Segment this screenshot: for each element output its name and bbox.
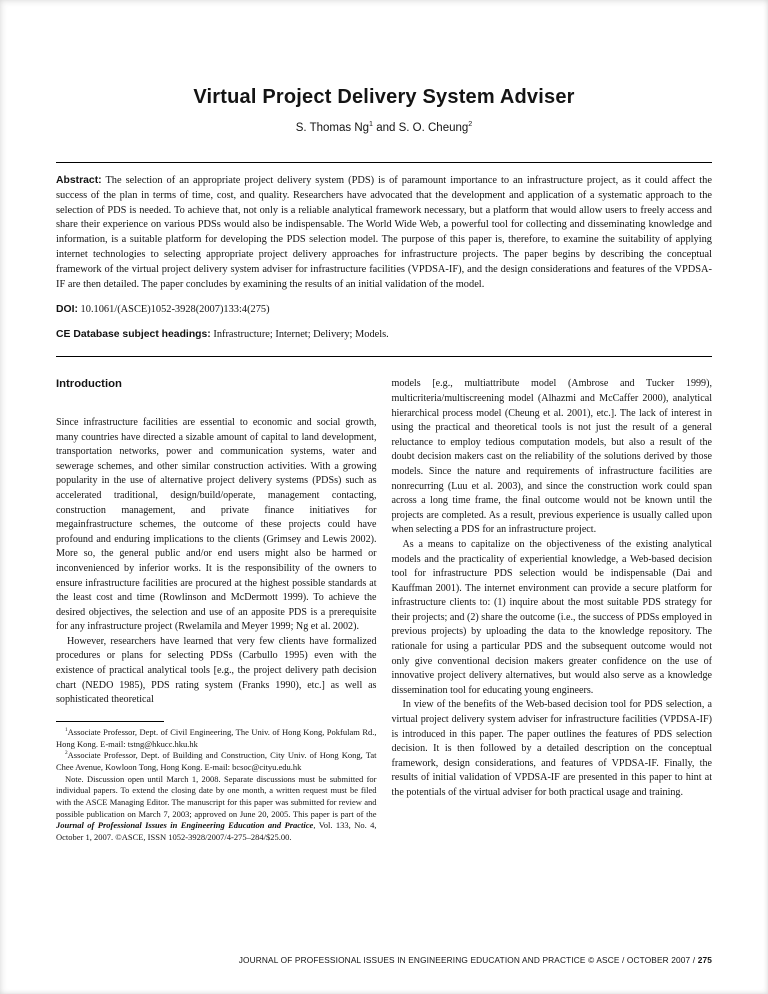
footnote-note-journal-title: Journal of Professional Issues in Engineering Education and Practice: [56, 820, 314, 831]
footnote-2: [56, 750, 377, 773]
intro-paragraph-3: models [e.g., multiattribute model (Ambrose and Tucker 1999), multicriteria/multiscreening model (Alhazmi and McCaffer 2000), analytical hierarchical process model (Cheung et al. 2001), etc.]. The lack of interest in using the practical and theoretical tools is not just the result of a general reluctance to employ tedious computation models, but also a result of the doubt decision makers cast on the reliability of the solutions derived by those models. Since the nature and requirements of infrastructure facilities are nonrecurring (Luu et al. 2003), and since the construction work could span across a long time frame, the final outcome would not be known until the projects are completed. As a result, previous experience is usually called upon when selecting a PDS for an infrastructure project.: [391, 378, 712, 536]
footer-page-number: 275: [697, 955, 712, 965]
footnote-note-tail: , Vol. 133, No. 4, October 1, 2007. ©ASCE, ISSN 1052-3928/2007/4-275–284/$25.00.: [56, 820, 377, 843]
authors-joiner: and: [373, 122, 399, 134]
author-1-name: S. Thomas Ng: [295, 122, 370, 134]
footnote-note: [56, 774, 377, 844]
right-column: [392, 377, 713, 844]
page-footer: [239, 955, 712, 965]
footnote-1: [56, 727, 377, 750]
paper-title: Virtual Project Delivery System Adviser: [193, 86, 575, 108]
footnote-2-text: Associate Professor, Dept. of Building and Construction, City Univ. of Hong Kong, Tat Chee Avenue, Kowloon Tong, Hong Kong. E-mail: bcsoc@cityu.edu.hk: [56, 750, 377, 772]
doi-line: [56, 303, 712, 317]
abstract-label: Abstract:: [56, 175, 102, 186]
divider-below-headings: [56, 356, 712, 357]
intro-paragraph-2: However, researchers have learned that very few clients have formalized procedures or plans for selecting PDSs (Carbullo 1995) even with the existence of practical analytical tools [e.g., the project delivery path decision chart (NEDO 1985), PDS rating system (Franks 1990), etc.] as well as sophisticated theoretical: [56, 635, 377, 706]
author-1-footnote-ref: 1: [369, 120, 374, 129]
intro-paragraph-4: As a means to capitalize on the objectiveness of the existing analytical models and the practicality of experiential knowledge, a Web-based decision tool for infrastructure PDS selection would be indispensable (Dai and Kauffman 2001). The internet environment can provide a secure platform for infrastructure clients to: (1) inquire about the most suitable PDS strategy for their projects; and (2) share the outcome (i.e., the success of PDSs employed in previous projects) by uploading the data to the knowledge repository. The rationale for using a particular PDS and the subsequent outcome would not only give conventional decision makers greater confidence on the use of innovative project delivery alternatives, but would also serve as a knowledge dissemination tool for educating young engineers.: [391, 538, 712, 696]
subject-headings-label: CE Database subject headings:: [56, 329, 211, 341]
subject-headings-value: Infrastructure; Internet; Delivery; Models.: [213, 329, 389, 341]
author-2-name: S. O. Cheung: [398, 122, 469, 134]
footnotes-block: [56, 721, 377, 844]
abstract-text: The selection of an appropriate project delivery system (PDS) is of paramount importance to an infrastructure project, as it could affect the success of the plan in terms of time, cost, and quality. Researchers have advocated that the development and application of a systematic approach to the selection of PDS is needed. To achieve that, not only is a reliable analytical framework necessary, but a platform that would allow users to freely access and share their experience on various PDSs would also be indispensable. The World Wide Web, a powerful tool for collecting and disseminating knowledge and information, is a suitable platform for developing the PDS selection model. The purpose of this paper is, therefore, to examine the suitability of applying internet technologies to selecting appropriate project delivery approaches for infrastructure projects. The paper begins by describing the conceptual framework of the virtual project delivery system adviser for infrastructure facilities (VPDSA-IF), and the design considerations and features of the VPDSA-IF are then detailed. The paper concludes by examining the results of an initial validation of the model.: [56, 175, 712, 290]
doi-label: DOI:: [56, 304, 78, 316]
footnote-1-marker: 1: [65, 727, 68, 734]
intro-paragraph-1: Since infrastructure facilities are essential to economic and social growth, many countries have directed a sizable amount of capital to land development, transportation networks, power and communication systems, water and sewerage schemes, and other similar construction activities. With a growing popularity in the use of alternative project delivery systems (PDSs) such as accelerated traditional, design/build/operate, management contacting, construction management, and private finance initiatives for megainfrastructure schemes, the outcome of these projects could have profound and enduring implications to the clients (Grimsey and Lewis 2002). More so, the general public and/or end users might also be harmed or inconvenienced by inferior works. It is the responsibility of the owners to ensure infrastructure facilities are procured at the highest possible standards at the least cost and time (Rowlinson and McDermott 1999). To achieve the desired objectives, the selection and use of an apposite PDS is a prerequisite for any infrastructure project (Rwelamila and Meyer 1999; Ng et al. 2002).: [56, 416, 377, 633]
subject-headings-line: [56, 328, 712, 342]
footnote-divider: [56, 721, 164, 722]
footer-journal-text: JOURNAL OF PROFESSIONAL ISSUES IN ENGINEERING EDUCATION AND PRACTICE © ASCE / OCTOBER 2007 /: [238, 955, 698, 965]
left-column: [56, 377, 377, 844]
footnote-note-text: Note. Discussion open until March 1, 2008. Separate discussions must be submitted for individual papers. To extend the closing date by one month, a written request must be filed with the ASCE Managing Editor. The manuscript for this paper was submitted for review and possible publication on March 7, 2003; approved on June 20, 2005. This paper is part of the: [56, 773, 377, 819]
authors-line: [56, 122, 712, 134]
doi-value: 10.1061/(ASCE)1052-3928(2007)133:4(275): [80, 304, 270, 316]
footnote-2-marker: 2: [65, 750, 68, 757]
divider-above-abstract: [56, 162, 712, 163]
section-heading-introduction: Introduction: [56, 378, 122, 391]
footnote-1-text: Associate Professor, Dept. of Civil Engineering, The Univ. of Hong Kong, Pokfulam Rd., Hong Kong. E-mail: tstng@hkucc.hku.hk: [56, 726, 377, 749]
author-2-footnote-ref: 2: [468, 120, 473, 129]
body-columns: [56, 377, 712, 844]
intro-paragraph-5: In view of the benefits of the Web-based decision tool for PDS selection, a virtual project delivery system adviser for infrastructure facilities (VPDSA-IF) is introduced in this paper. The paper outlines the features of PDS selection decision. It is then followed by a detailed description on the conceptual framework, design considerations, and features of VPDSA-IF. Finally, the results of initial validation of VPDSA-IF are presented in this paper to hint at the potentials of the virtual adviser for both practical usage and training.: [391, 699, 712, 798]
abstract-paragraph: [56, 174, 712, 292]
